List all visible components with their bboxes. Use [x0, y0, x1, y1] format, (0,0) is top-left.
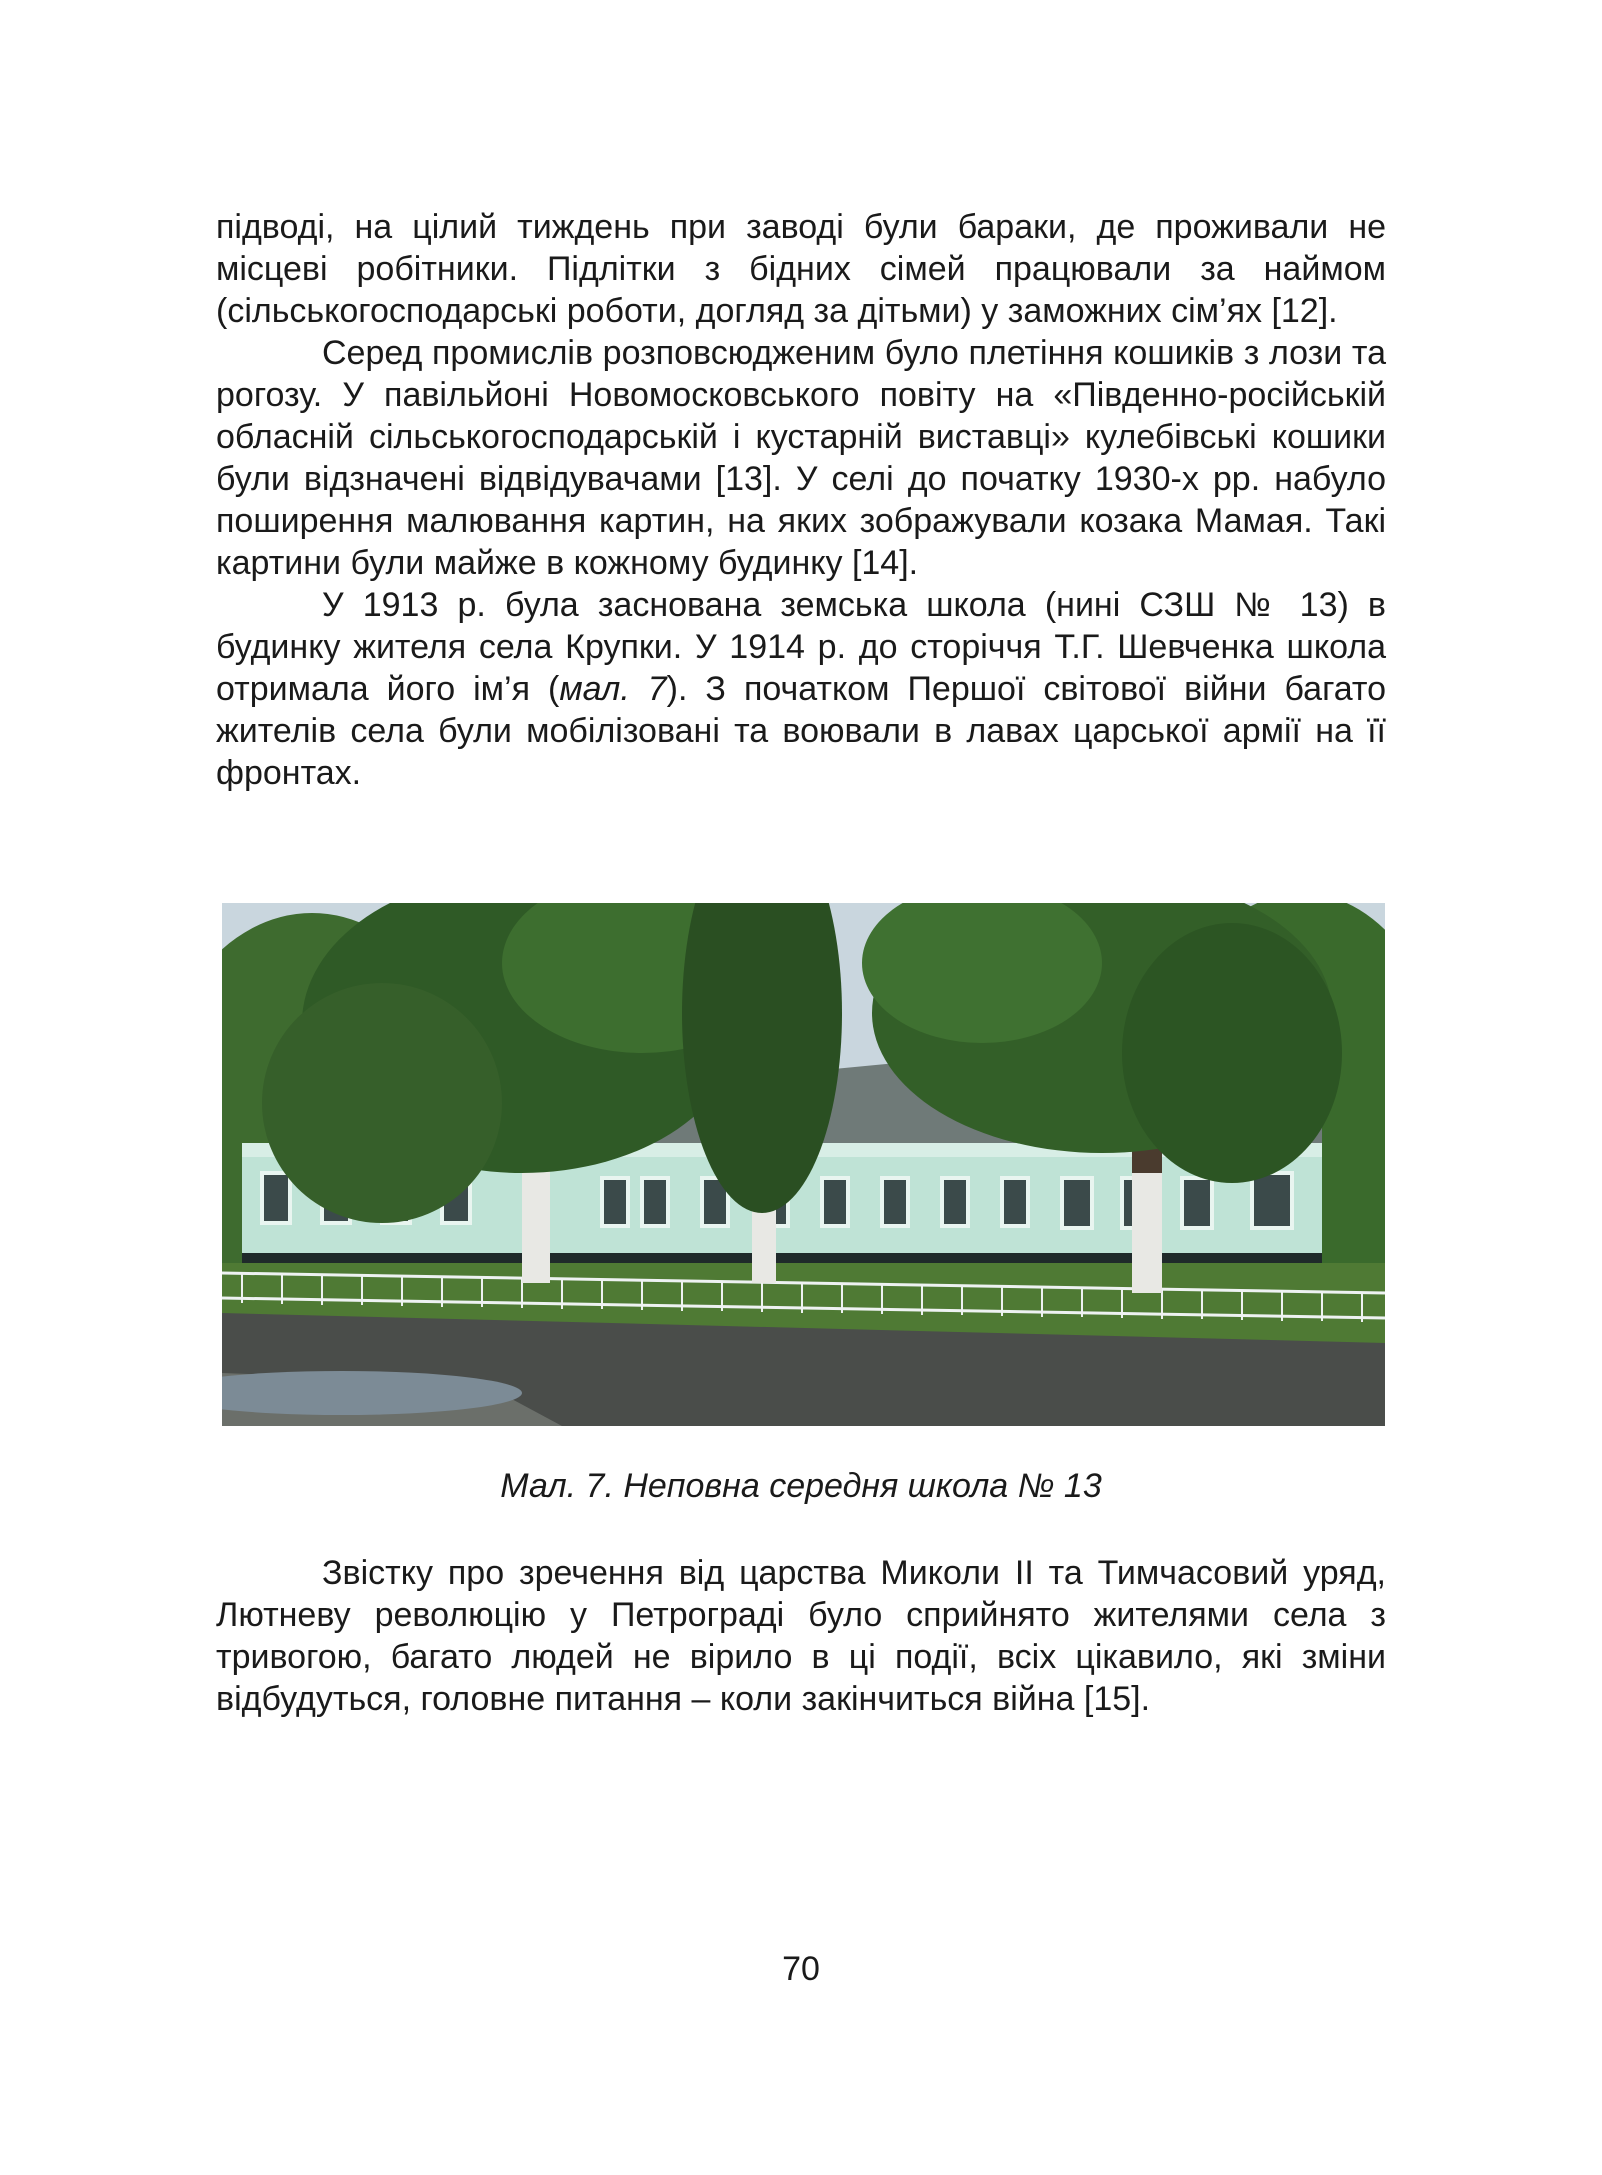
- paragraph-3-part-1: У 1913 р. була заснована земська школа (нині СЗШ № 13) в будинку жителя села Крупки. У 1914 р. до сторіччя Т.Г. Шевченка школа отримала його ім’я (: [216, 586, 1386, 708]
- text-section-bottom: [216, 1552, 1386, 1720]
- paragraph-2: Серед промислів розповсюдженим було плетіння кошиків з лози та рогозу. У павільйоні Новомосковського повіту на «Південно-російській обласній сільськогосподарській і кустарній виставці» кулебівські кошики були відзначені відвідувачами [13]. У селі до початку 1930-х рр. набуло поширення малювання картин, на яких зображували козака Мамая. Такі картини були майже в кожному будинку [14].: [216, 334, 1386, 582]
- page-number: 70: [782, 1950, 820, 1988]
- figure-caption: Мал. 7. Неповна середня школа № 13: [500, 1467, 1102, 1505]
- paragraph-4: Звістку про зречення від царства Миколи ІІ та Тимчасовий уряд, Лютневу революцію у Петрограді було сприйнято жителями села з тривогою, багато людей не вірило в ці події, всіх цікавило, які зміни відбудуться, головне питання – коли закінчиться війна [15].: [216, 1554, 1386, 1718]
- paragraph-1: підводі, на цілий тиждень при заводі були бараки, де проживали не місцеві робітники. Підлітки з бідних сімей працювали за наймом (сільськогосподарські роботи, догляд за дітьми) у заможних сім’ях [12].: [216, 208, 1386, 330]
- paragraph-3: [216, 584, 1386, 794]
- paragraph-3-part-2: ). З початком Першої світової війни багато жителів села були мобілізовані та воювали в лавах царської армії на її фронтах.: [216, 670, 1386, 792]
- figure-reference: мал. 7: [559, 670, 667, 708]
- text-section-top: [216, 206, 1386, 794]
- school-photo: [222, 903, 1385, 1426]
